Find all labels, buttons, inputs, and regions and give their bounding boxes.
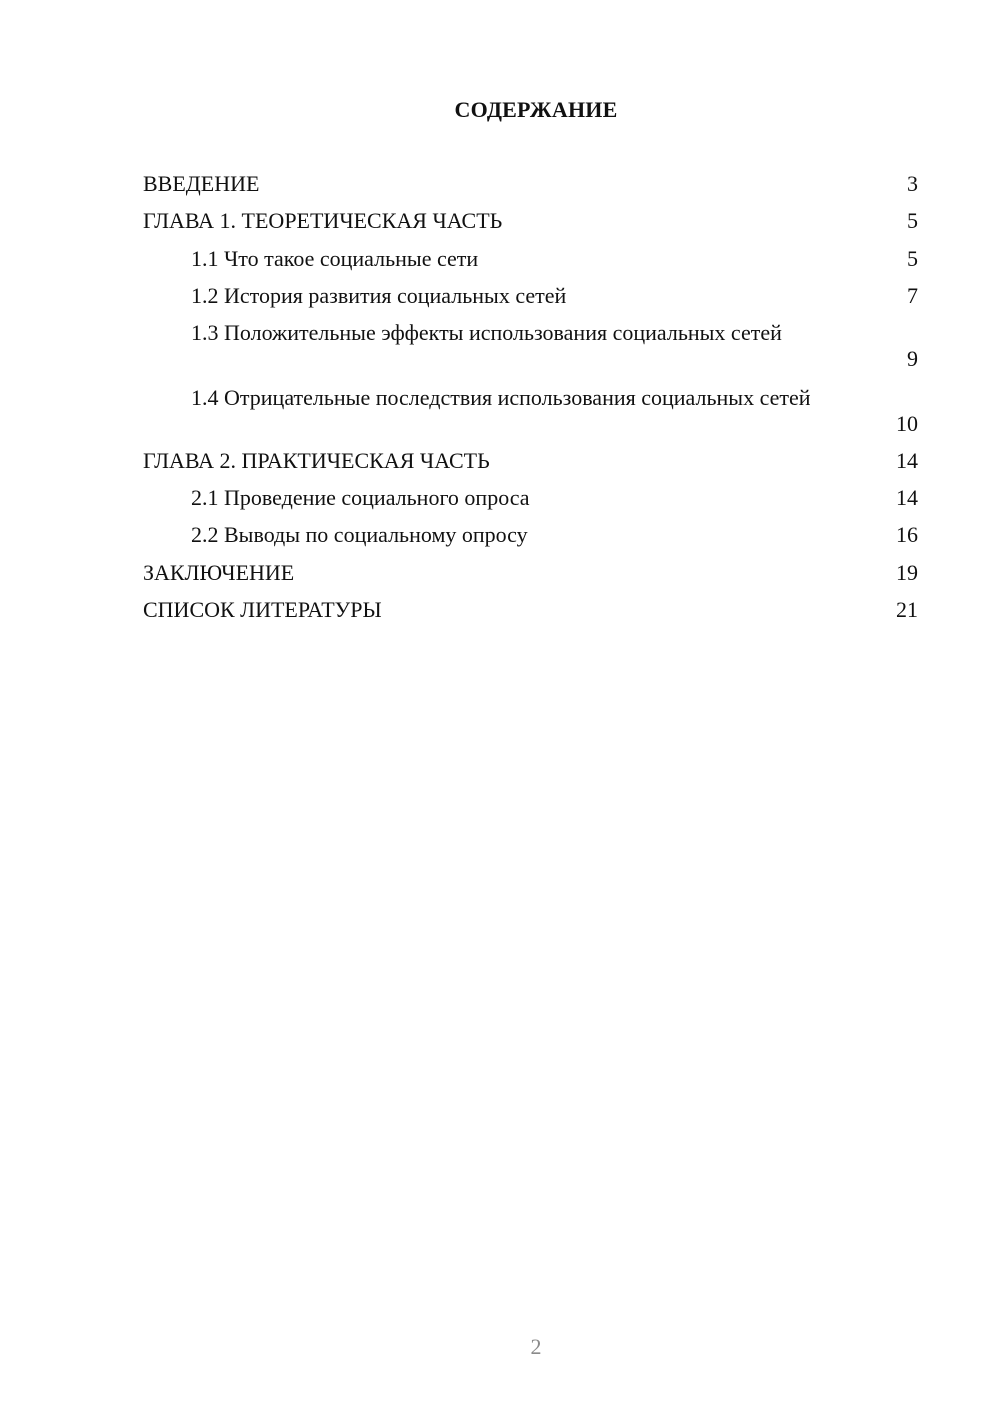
- toc-entry-label: ЗАКЛЮЧЕНИЕ: [143, 560, 295, 585]
- toc-entry-page: 14: [896, 448, 918, 473]
- toc-entry-label: СПИСОК ЛИТЕРАТУРЫ: [143, 597, 382, 622]
- toc-entry-label: 2.1 Проведение социального опроса: [191, 485, 530, 510]
- toc-entry-page: 7: [907, 283, 918, 308]
- toc-entry-page: 10: [896, 411, 918, 436]
- toc-entry-page: 21: [896, 597, 918, 622]
- toc-entry-label: ГЛАВА 1. ТЕОРЕТИЧЕСКАЯ ЧАСТЬ: [143, 208, 503, 233]
- toc-entry-label: ГЛАВА 2. ПРАКТИЧЕСКАЯ ЧАСТЬ: [143, 448, 490, 473]
- toc-entry-label: 1.1 Что такое социальные сети: [191, 246, 479, 271]
- toc-entry-label: ВВЕДЕНИЕ: [143, 171, 260, 196]
- toc-entry-page: 5: [907, 208, 918, 233]
- page-number: 2: [530, 1334, 542, 1359]
- toc-entry-page: 5: [907, 246, 918, 271]
- toc-entry-page: 9: [907, 346, 918, 371]
- toc-entry-page: 19: [896, 560, 918, 585]
- toc-entry-label: 1.4 Отрицательные последствия использования социальных сетей: [191, 385, 811, 410]
- toc-entry-page: 16: [896, 522, 918, 547]
- page-title: СОДЕРЖАНИЕ: [454, 97, 618, 122]
- toc-entry-page: 14: [896, 485, 918, 510]
- toc-entry-label: 2.2 Выводы по социальному опросу: [191, 522, 528, 547]
- toc-entry-page: 3: [907, 171, 918, 196]
- toc-entry-label: 1.2 История развития социальных сетей: [191, 283, 567, 308]
- toc-entry-label: 1.3 Положительные эффекты использования социальных сетей: [191, 320, 782, 345]
